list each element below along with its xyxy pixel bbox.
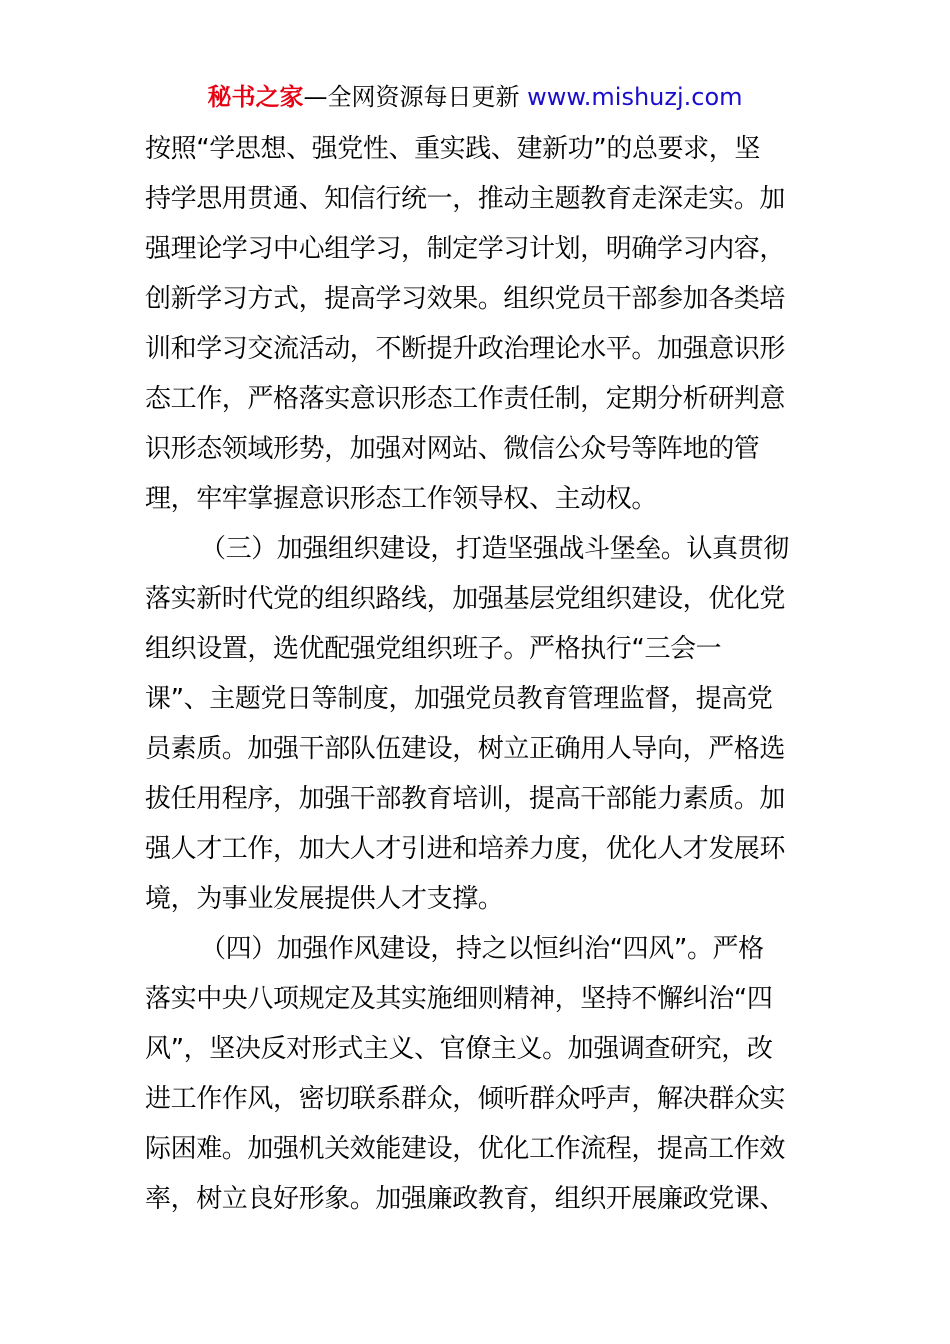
text-line: 境，为事业发展提供人才支撑。 xyxy=(145,884,504,914)
body-text xyxy=(145,124,815,1224)
text-line: 落实中央八项规定及其实施细则精神，坚持不懈纠治“四 xyxy=(145,984,773,1014)
section-heading-line: （四）加强作风建设，持之以恒纠治“四风”。严格 xyxy=(200,934,764,964)
text-line: 落实新时代党的组织路线，加强基层党组织建设，优化党 xyxy=(145,584,786,614)
text-line: 员素质。加强干部队伍建设，树立正确用人导向，严格选 xyxy=(145,734,786,764)
text-line: 理，牢牢掌握意识形态工作领导权、主动权。 xyxy=(145,484,658,514)
text-line: 拔任用程序，加强干部教育培训，提高干部能力素质。加 xyxy=(145,784,786,814)
text-line: 强人才工作，加大人才引进和培养力度，优化人才发展环 xyxy=(145,834,786,864)
text-line: 风”，坚决反对形式主义、官僚主义。加强调查研究，改 xyxy=(145,1034,773,1064)
text-line: 组织设置，选优配强党组织班子。严格执行“三会一 xyxy=(145,634,722,664)
text-line: 识形态领域形势，加强对网站、微信公众号等阵地的管 xyxy=(145,434,760,464)
text-line: 态工作，严格落实意识形态工作责任制，定期分析研判意 xyxy=(145,384,786,414)
text-line: 课”、主题党日等制度，加强党员教育管理监督，提高党 xyxy=(145,684,773,714)
text-line: 持学思用贯通、知信行统一，推动主题教育走深走实。加 xyxy=(145,184,786,214)
text-line: 强理论学习中心组学习，制定学习计划，明确学习内容， xyxy=(145,234,786,264)
text-line: 创新学习方式，提高学习效果。组织党员干部参加各类培 xyxy=(145,284,786,314)
text-line: 际困难。加强机关效能建设，优化工作流程，提高工作效 xyxy=(145,1134,786,1164)
text-line: 按照“学思想、强党性、重实践、建新功”的总要求，坚 xyxy=(145,134,760,164)
brand-name: 秘书之家 xyxy=(207,83,304,111)
text-line: 进工作作风，密切联系群众，倾听群众呼声，解决群众实 xyxy=(145,1084,786,1114)
header-tagline: —全网资源每日更新 xyxy=(303,83,528,111)
text-line: 率，树立良好形象。加强廉政教育，组织开展廉政党课、 xyxy=(145,1184,786,1214)
page-header xyxy=(0,80,950,114)
text-line: 训和学习交流活动，不断提升政治理论水平。加强意识形 xyxy=(145,334,786,364)
site-url[interactable]: www.mishuzj.com xyxy=(527,83,743,111)
section-heading-line: （三）加强组织建设，打造坚强战斗堡垒。认真贯彻 xyxy=(200,534,789,564)
